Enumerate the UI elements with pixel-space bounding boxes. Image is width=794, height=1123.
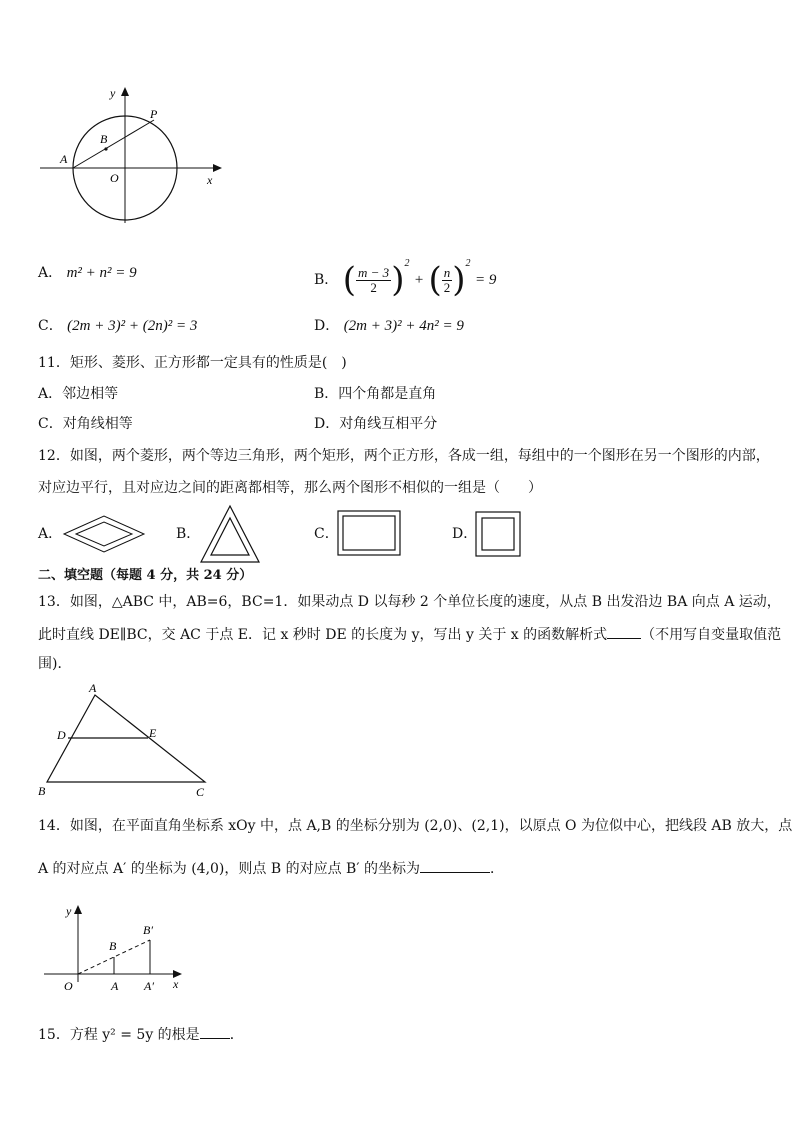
- label-y: y: [110, 86, 116, 100]
- q15-answer-blank[interactable]: [200, 1024, 230, 1039]
- label-A-prime: A′: [144, 979, 154, 993]
- q11-option-d: D．对角线互相平分: [314, 416, 438, 432]
- label-A: A: [60, 152, 68, 166]
- q14-answer-blank[interactable]: [420, 858, 490, 873]
- q12-option-c-label: C．: [314, 526, 339, 542]
- label-x: x: [207, 173, 213, 187]
- label-B: B: [109, 939, 117, 953]
- y-axis-arrow: [121, 87, 129, 96]
- q11-option-c: C．对角线相等: [38, 416, 133, 432]
- q11-stem: 11．矩形、菱形、正方形都一定具有的性质是( ): [38, 355, 347, 371]
- label-A: A: [89, 681, 97, 695]
- q11-option-a: A．邻边相等: [38, 386, 119, 402]
- q14-coordinate-figure: [40, 898, 190, 998]
- q13-stem-line1: 13．如图，△ABC 中，AB=6，BC=1．如果动点 D 以每秒 2 个单位长度的速度，从点 B 出发沿边 BA 向点 A 运动，: [38, 594, 781, 610]
- q12-option-b-label: B．: [176, 526, 201, 542]
- q12-stem-line1: 12．如图，两个菱形，两个等边三角形，两个矩形，两个正方形，各成一组，每组中的一个图形在另一个图形的内部，: [38, 448, 770, 464]
- q13-stem-line2: 此时直线 DE∥BC，交 AC 于点 E．记 x 秒时 DE 的长度为 y，写出 y 关于 x 的函数解析式 （不用写自变量取值范: [38, 624, 781, 645]
- q10-option-b: B． ( $\frac{m - 3}{2}$ )$^2$ + ( $\frac{n}{2}$ )$^2$ = 9: [314, 258, 497, 300]
- q12-triangle-figure: [199, 504, 261, 566]
- label-B-prime: B′: [143, 923, 153, 937]
- q12-option-d-label: D．: [452, 526, 478, 542]
- q12-option-a-label: A．: [38, 526, 63, 542]
- q15-stem: 15．方程 y² = 5y 的根是 ．: [38, 1024, 244, 1045]
- segment-AP: [73, 120, 154, 168]
- q12-stem-line2: 对应边平行，且对应边之间的距离都相等，那么两个图形不相似的一组是（ ）: [38, 480, 542, 496]
- q10-option-c-expr: (2m + 3)² + (2n)² = 3: [67, 318, 198, 334]
- q14-stem-line2: A 的对应点 A′ 的坐标为 (4,0)，则点 B 的对应点 B′ 的坐标为 ．: [38, 858, 504, 879]
- label-O: O: [64, 979, 73, 993]
- label-D: D: [57, 728, 66, 742]
- q12-rhombus-figure: [62, 514, 146, 554]
- label-B: B: [100, 132, 108, 146]
- label-B: B: [38, 784, 46, 798]
- label-E: E: [149, 726, 157, 740]
- q10-option-a-expr: m² + n² = 9: [66, 265, 137, 281]
- q10-option-a: A． m² + n² = 9: [38, 265, 137, 281]
- q13-stem-line3: 围)．: [38, 656, 72, 672]
- q10-circle-figure: [38, 85, 238, 235]
- x-axis-arrow: [213, 164, 222, 172]
- q10-option-d: D． (2m + 3)² + 4n² = 9: [314, 318, 464, 334]
- q13-answer-blank[interactable]: [607, 624, 641, 639]
- point-B: [104, 147, 107, 150]
- q14-stem-line1: 14．如图，在平面直角坐标系 xOy 中，点 A,B 的坐标分别为 (2,0)、(2,1)，以原点 O 为位似中心，把线段 AB 放大，点: [38, 818, 793, 834]
- label-A: A: [111, 979, 119, 993]
- label-C: C: [196, 785, 205, 799]
- label-y: y: [66, 904, 72, 918]
- q10-option-c: C． (2m + 3)² + (2n)² = 3: [38, 318, 198, 334]
- q13-triangle-figure: [35, 680, 215, 800]
- label-x: x: [173, 977, 179, 991]
- label-P: P: [150, 107, 158, 121]
- q11-option-b: B．四个角都是直角: [314, 386, 437, 402]
- q12-square-figure: [475, 511, 521, 557]
- section-fill-in-header: 二、填空题（每题 4 分，共 24 分）: [38, 568, 253, 583]
- q10-option-d-expr: (2m + 3)² + 4n² = 9: [343, 318, 464, 334]
- label-O: O: [110, 171, 119, 185]
- q12-rectangle-figure: [337, 510, 401, 556]
